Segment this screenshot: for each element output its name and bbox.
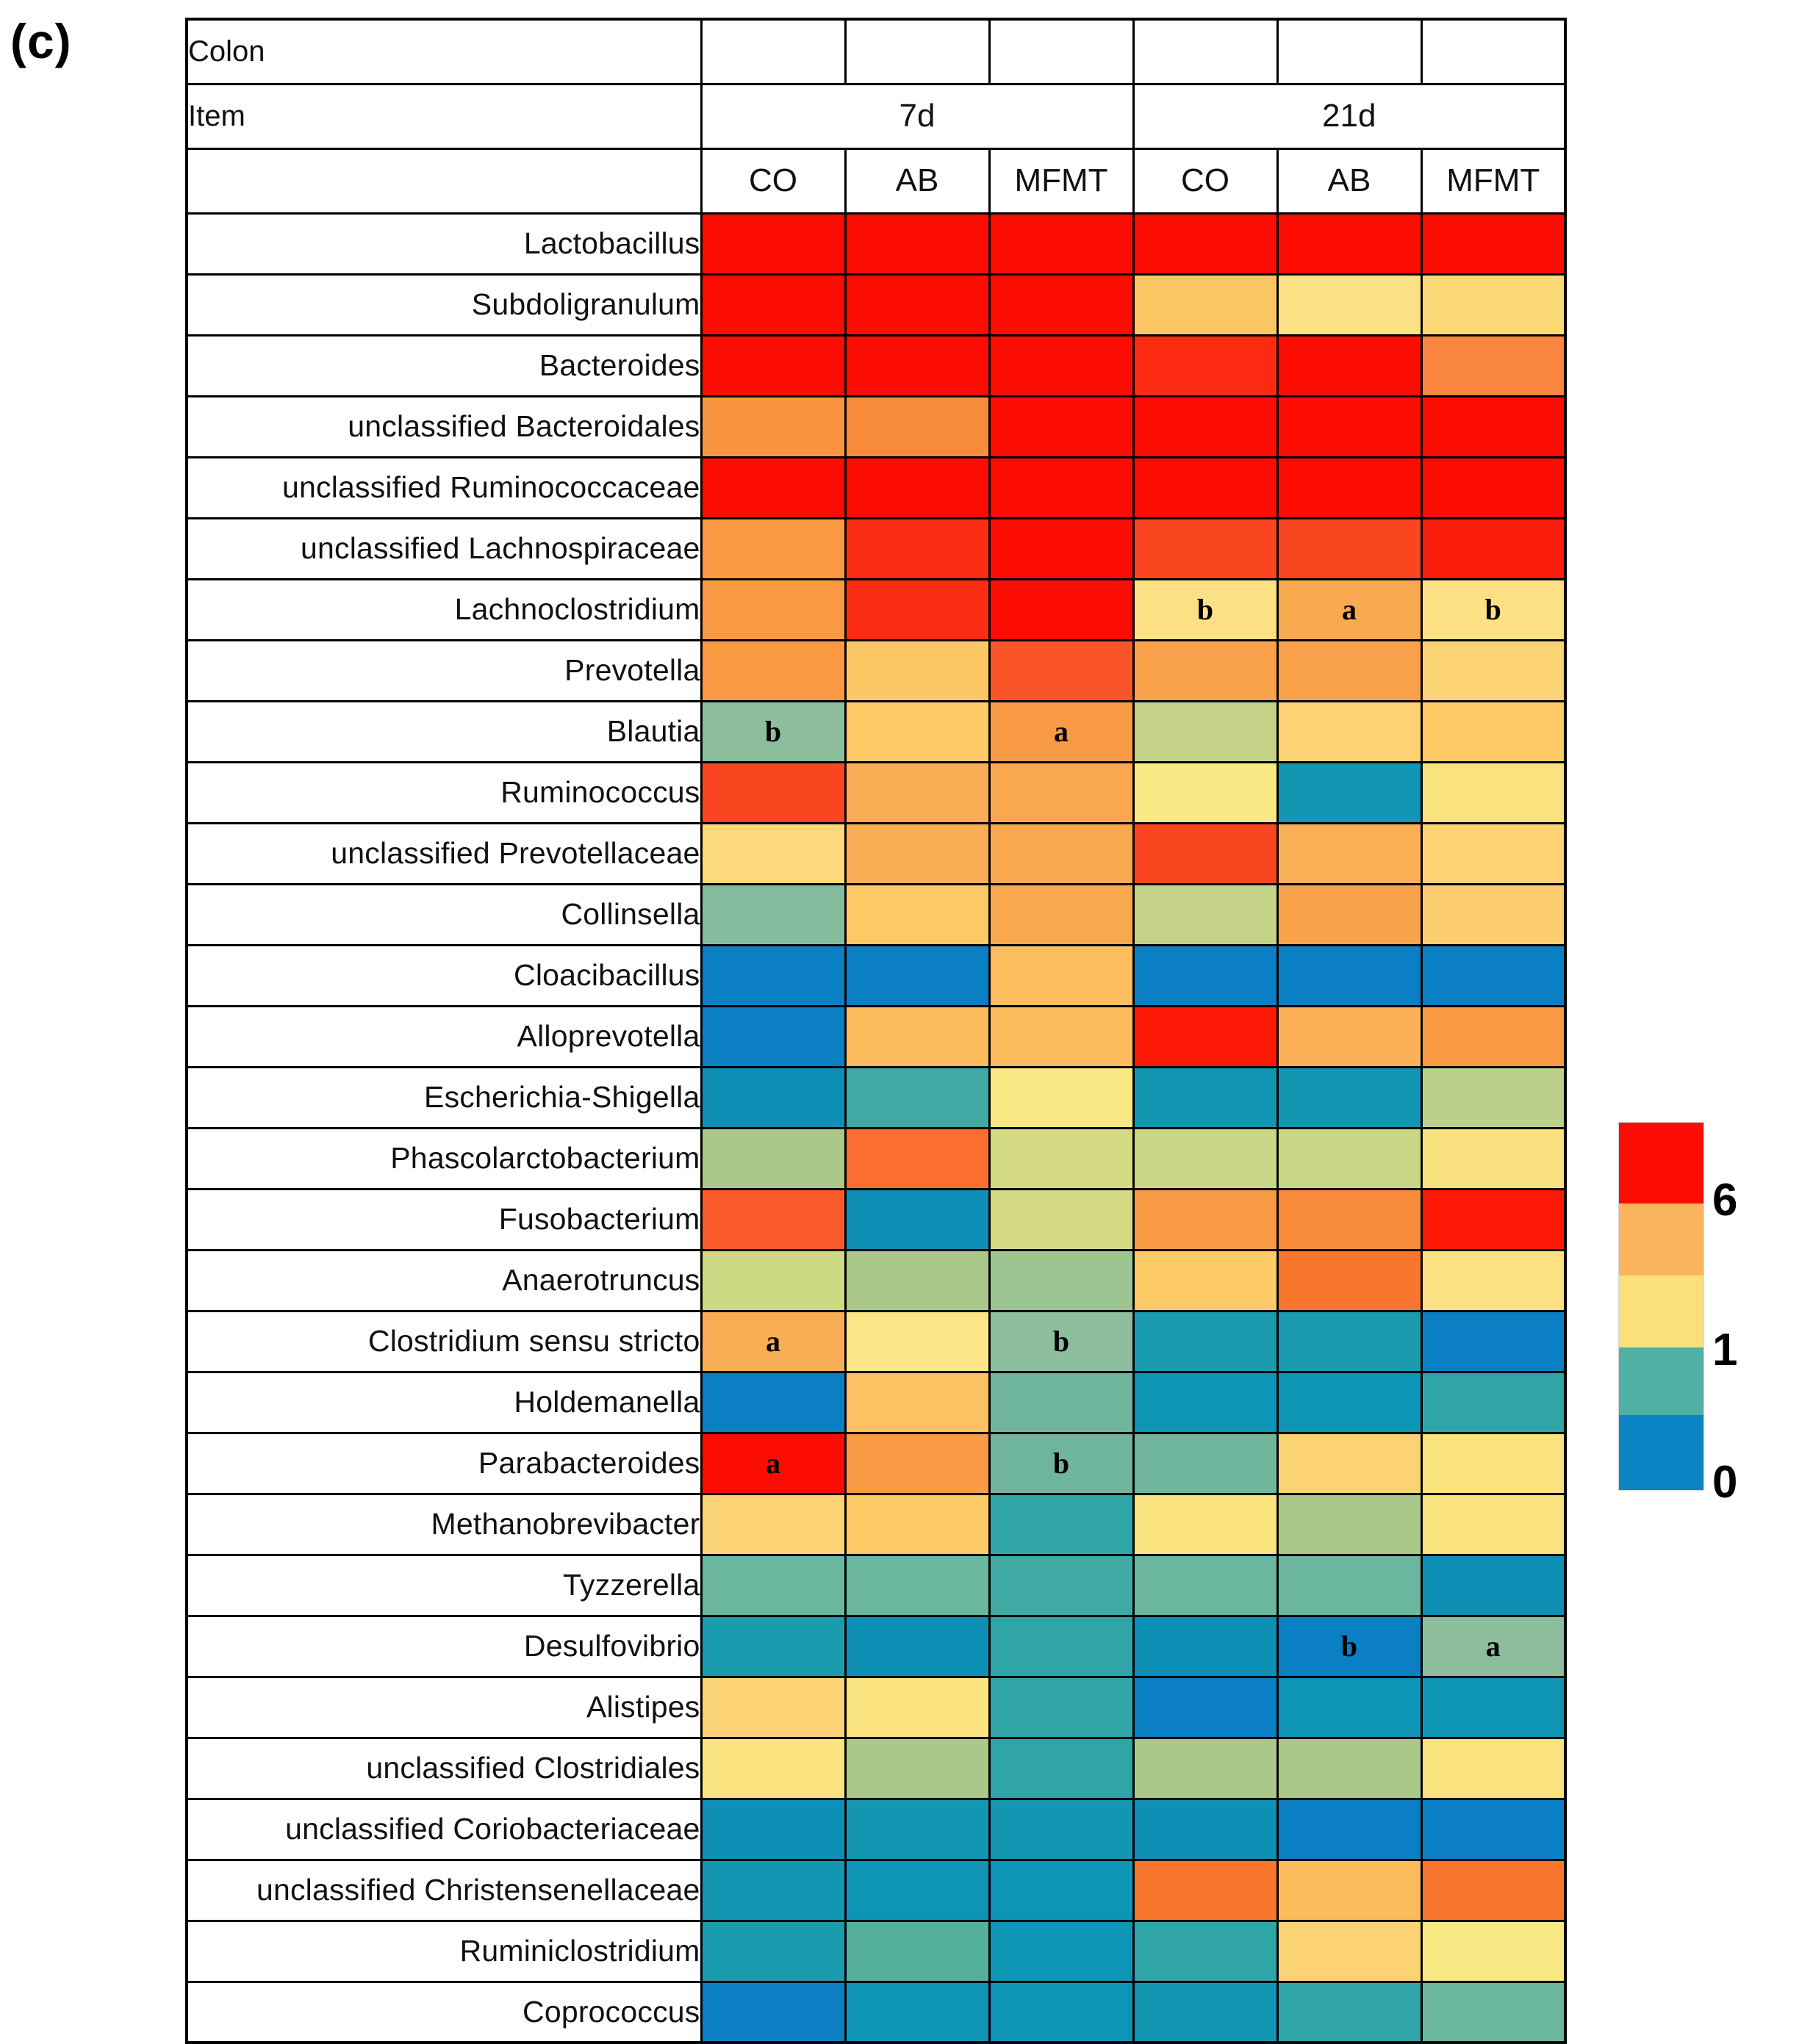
heatmap-cell bbox=[701, 1189, 845, 1250]
row-label: unclassified Bacteroidales bbox=[187, 396, 701, 457]
heatmap-cell bbox=[845, 762, 989, 823]
row-label: Blautia bbox=[187, 701, 701, 762]
row-label: Fusobacterium bbox=[187, 1189, 701, 1250]
heatmap-cell bbox=[1277, 1128, 1421, 1189]
heatmap-cell bbox=[989, 640, 1133, 701]
heatmap-cell bbox=[989, 335, 1133, 396]
heatmap-cell bbox=[845, 701, 989, 762]
heatmap-cell bbox=[701, 335, 845, 396]
table-row bbox=[187, 213, 1565, 274]
column-header-21d-ab: AB bbox=[1277, 148, 1421, 213]
row-label: Bacteroides bbox=[187, 335, 701, 396]
row-label: Desulfovibrio bbox=[187, 1616, 701, 1677]
heatmap-cell bbox=[845, 1860, 989, 1921]
heatmap-cell bbox=[701, 1555, 845, 1616]
heatmap-body bbox=[187, 213, 1565, 2043]
row-label: Cloacibacillus bbox=[187, 945, 701, 1006]
legend-tick-6: 6 bbox=[1712, 1175, 1738, 1226]
column-header-21d-mfmt: MFMT bbox=[1421, 148, 1565, 213]
heatmap-cell bbox=[1133, 1311, 1277, 1372]
heatmap-cell bbox=[845, 335, 989, 396]
heatmap-cell bbox=[989, 1982, 1133, 2043]
heatmap-cell bbox=[845, 1250, 989, 1311]
heatmap-cell bbox=[701, 884, 845, 945]
table-row bbox=[187, 1494, 1565, 1555]
table-row bbox=[187, 1128, 1565, 1189]
heatmap-cell bbox=[1421, 335, 1565, 396]
heatmap-cell bbox=[1133, 823, 1277, 884]
heatmap-cell bbox=[1421, 1311, 1565, 1372]
heatmap-cell bbox=[701, 1982, 845, 2043]
heatmap-cell: b bbox=[989, 1311, 1133, 1372]
heatmap-cell bbox=[1277, 335, 1421, 396]
heatmap-cell bbox=[1133, 1006, 1277, 1067]
row-label: Lactobacillus bbox=[187, 213, 701, 274]
heatmap-cell bbox=[701, 274, 845, 335]
heatmap-cell bbox=[989, 1616, 1133, 1677]
group-header-21d: 21d bbox=[1133, 84, 1565, 148]
column-header-7d-mfmt: MFMT bbox=[989, 148, 1133, 213]
row-label: Alistipes bbox=[187, 1677, 701, 1738]
header-blank-cell-6 bbox=[1421, 19, 1565, 84]
heatmap-cell bbox=[1421, 396, 1565, 457]
heatmap-cell bbox=[1277, 1372, 1421, 1433]
heatmap-cell bbox=[845, 945, 989, 1006]
heatmap-cell: b bbox=[989, 1433, 1133, 1494]
heatmap-cell bbox=[1133, 396, 1277, 457]
row-label: Clostridium sensu stricto bbox=[187, 1311, 701, 1372]
heatmap-cell bbox=[1133, 1860, 1277, 1921]
heatmap-cell bbox=[1133, 518, 1277, 579]
heatmap-cell bbox=[1133, 335, 1277, 396]
row-label: Tyzzerella bbox=[187, 1555, 701, 1616]
table-row bbox=[187, 1189, 1565, 1250]
table-row bbox=[187, 1372, 1565, 1433]
header-row-treatments bbox=[187, 148, 1565, 213]
row-label: unclassified Lachnospiraceae bbox=[187, 518, 701, 579]
heatmap-table bbox=[185, 18, 1567, 2044]
heatmap-cell bbox=[845, 518, 989, 579]
legend-tick-0: 0 bbox=[1712, 1457, 1738, 1508]
row-label: Escherichia-Shigella bbox=[187, 1067, 701, 1128]
heatmap-cell bbox=[989, 823, 1133, 884]
heatmap-cell bbox=[845, 1189, 989, 1250]
row-label: Coprococcus bbox=[187, 1982, 701, 2043]
heatmap-cell bbox=[701, 823, 845, 884]
table-row bbox=[187, 1555, 1565, 1616]
heatmap-cell: b bbox=[1421, 579, 1565, 640]
heatmap-cell: b bbox=[1277, 1616, 1421, 1677]
heatmap-cell bbox=[989, 1799, 1133, 1860]
heatmap-cell bbox=[1277, 762, 1421, 823]
heatmap-cell bbox=[1277, 884, 1421, 945]
table-row bbox=[187, 1860, 1565, 1921]
heatmap-cell bbox=[989, 1677, 1133, 1738]
heatmap-cell bbox=[845, 213, 989, 274]
header-blank-cell-1 bbox=[701, 19, 845, 84]
heatmap-cell bbox=[1421, 1982, 1565, 2043]
row-label: Lachnoclostridium bbox=[187, 579, 701, 640]
table-row bbox=[187, 1067, 1565, 1128]
heatmap-cell bbox=[1421, 1738, 1565, 1799]
heatmap-cell bbox=[1421, 1433, 1565, 1494]
heatmap-cell bbox=[989, 1006, 1133, 1067]
row-label: Subdoligranulum bbox=[187, 274, 701, 335]
heatmap-cell: a bbox=[701, 1311, 845, 1372]
heatmap-cell bbox=[989, 1372, 1133, 1433]
heatmap-cell bbox=[701, 762, 845, 823]
table-row bbox=[187, 579, 1565, 640]
heatmap-cell bbox=[1133, 640, 1277, 701]
heatmap-cell bbox=[1421, 457, 1565, 518]
heatmap-cell bbox=[989, 1921, 1133, 1982]
row-label: Anaerotruncus bbox=[187, 1250, 701, 1311]
heatmap-cell bbox=[845, 1677, 989, 1738]
legend-band-1 bbox=[1619, 1203, 1703, 1275]
heatmap-cell bbox=[701, 1067, 845, 1128]
heatmap-cell bbox=[1421, 945, 1565, 1006]
heatmap-cell bbox=[1277, 640, 1421, 701]
legend-band-2 bbox=[1619, 1275, 1703, 1347]
table-row bbox=[187, 335, 1565, 396]
heatmap-cell bbox=[1133, 213, 1277, 274]
heatmap-cell bbox=[1421, 1555, 1565, 1616]
heatmap-cell bbox=[1277, 1555, 1421, 1616]
heatmap-cell bbox=[845, 1311, 989, 1372]
heatmap-cell bbox=[989, 457, 1133, 518]
heatmap-cell bbox=[701, 1128, 845, 1189]
heatmap-cell bbox=[1421, 823, 1565, 884]
heatmap-cell bbox=[1421, 1494, 1565, 1555]
table-row bbox=[187, 396, 1565, 457]
heatmap-cell bbox=[845, 1921, 989, 1982]
heatmap-cell bbox=[989, 1494, 1133, 1555]
heatmap-cell bbox=[701, 518, 845, 579]
heatmap-cell bbox=[1277, 1006, 1421, 1067]
heatmap-cell bbox=[1277, 396, 1421, 457]
heatmap-cell bbox=[1277, 945, 1421, 1006]
heatmap-cell bbox=[989, 1860, 1133, 1921]
heatmap-cell bbox=[1277, 1982, 1421, 2043]
table-row bbox=[187, 1921, 1565, 1982]
row-label: Parabacteroides bbox=[187, 1433, 701, 1494]
heatmap-cell bbox=[1133, 1555, 1277, 1616]
heatmap-cell bbox=[1277, 1738, 1421, 1799]
table-row bbox=[187, 1311, 1565, 1372]
row-label: unclassified Christensenellaceae bbox=[187, 1860, 701, 1921]
heatmap-cell bbox=[989, 579, 1133, 640]
heatmap-cell bbox=[1277, 1921, 1421, 1982]
table-row bbox=[187, 1799, 1565, 1860]
row-label: Ruminiclostridium bbox=[187, 1921, 701, 1982]
heatmap-cell bbox=[701, 640, 845, 701]
row-label: Collinsella bbox=[187, 884, 701, 945]
table-row bbox=[187, 823, 1565, 884]
tissue-label: Colon bbox=[187, 19, 701, 84]
heatmap-cell bbox=[1277, 1189, 1421, 1250]
heatmap-cell bbox=[1133, 1982, 1277, 2043]
heatmap-cell bbox=[701, 1799, 845, 1860]
heatmap-cell bbox=[1421, 1189, 1565, 1250]
table-row bbox=[187, 1006, 1565, 1067]
row-label: unclassified Clostridiales bbox=[187, 1738, 701, 1799]
legend-band-3 bbox=[1619, 1347, 1703, 1415]
heatmap-cell bbox=[1421, 1860, 1565, 1921]
heatmap-cell bbox=[1277, 1311, 1421, 1372]
row-label: Phascolarctobacterium bbox=[187, 1128, 701, 1189]
heatmap-cell: b bbox=[701, 701, 845, 762]
table-row bbox=[187, 1982, 1565, 2043]
table-row bbox=[187, 701, 1565, 762]
heatmap-cell bbox=[989, 1738, 1133, 1799]
heatmap-cell bbox=[1133, 1738, 1277, 1799]
header-row-tissue bbox=[187, 19, 1565, 84]
table-row bbox=[187, 1677, 1565, 1738]
heatmap-cell bbox=[989, 1067, 1133, 1128]
legend-band-0 bbox=[1619, 1123, 1703, 1203]
heatmap-cell bbox=[845, 1494, 989, 1555]
heatmap-cell bbox=[1277, 1433, 1421, 1494]
heatmap-cell bbox=[845, 396, 989, 457]
heatmap-cell bbox=[1421, 762, 1565, 823]
heatmap-cell bbox=[845, 640, 989, 701]
heatmap-cell bbox=[1421, 1372, 1565, 1433]
heatmap-cell bbox=[701, 1372, 845, 1433]
heatmap-cell bbox=[989, 396, 1133, 457]
heatmap-cell: a bbox=[989, 701, 1133, 762]
heatmap-cell bbox=[1133, 762, 1277, 823]
header-row-groups bbox=[187, 84, 1565, 148]
heatmap-cell bbox=[1277, 1860, 1421, 1921]
heatmap-cell bbox=[701, 579, 845, 640]
legend-band-4 bbox=[1619, 1415, 1703, 1490]
heatmap-cell bbox=[1421, 1006, 1565, 1067]
heatmap-cell bbox=[845, 1067, 989, 1128]
heatmap-cell bbox=[989, 213, 1133, 274]
heatmap-cell bbox=[989, 1128, 1133, 1189]
group-header-7d: 7d bbox=[701, 84, 1133, 148]
heatmap-cell bbox=[1277, 518, 1421, 579]
row-label: Holdemanella bbox=[187, 1372, 701, 1433]
heatmap-cell bbox=[989, 945, 1133, 1006]
heatmap-cell bbox=[1421, 1250, 1565, 1311]
heatmap-cell bbox=[845, 1372, 989, 1433]
heatmap-cell bbox=[1421, 274, 1565, 335]
heatmap-cell bbox=[1133, 1921, 1277, 1982]
table-row bbox=[187, 1250, 1565, 1311]
heatmap-cell bbox=[1277, 1799, 1421, 1860]
heatmap-cell bbox=[1133, 945, 1277, 1006]
heatmap-cell bbox=[701, 1006, 845, 1067]
heatmap-cell bbox=[1133, 1372, 1277, 1433]
heatmap-cell bbox=[701, 1860, 845, 1921]
heatmap-cell bbox=[845, 274, 989, 335]
heatmap-cell bbox=[1421, 640, 1565, 701]
heatmap-cell bbox=[1133, 1494, 1277, 1555]
table-row bbox=[187, 457, 1565, 518]
heatmap-cell bbox=[1133, 1433, 1277, 1494]
table-row bbox=[187, 274, 1565, 335]
heatmap-cell bbox=[1277, 274, 1421, 335]
heatmap-cell bbox=[1133, 1250, 1277, 1311]
heatmap-cell bbox=[1277, 701, 1421, 762]
heatmap-cell bbox=[701, 1921, 845, 1982]
panel-label: (c) bbox=[10, 14, 72, 68]
heatmap-cell bbox=[1421, 1677, 1565, 1738]
row-label: unclassified Prevotellaceae bbox=[187, 823, 701, 884]
heatmap-cell bbox=[1133, 1067, 1277, 1128]
heatmap-cell bbox=[989, 884, 1133, 945]
heatmap-cell bbox=[701, 457, 845, 518]
heatmap-cell bbox=[989, 518, 1133, 579]
heatmap-cell bbox=[845, 1799, 989, 1860]
heatmap-cell bbox=[701, 1494, 845, 1555]
heatmap-cell bbox=[1277, 1250, 1421, 1311]
legend-colorbar bbox=[1618, 1122, 1704, 1491]
heatmap-cell bbox=[1133, 1799, 1277, 1860]
heatmap-cell bbox=[701, 1738, 845, 1799]
column-header-21d-co: CO bbox=[1133, 148, 1277, 213]
column-header-7d-ab: AB bbox=[845, 148, 989, 213]
heatmap-cell bbox=[1277, 1677, 1421, 1738]
header-blank-cell-3 bbox=[989, 19, 1133, 84]
heatmap-cell bbox=[989, 274, 1133, 335]
header-blank-cell-2 bbox=[845, 19, 989, 84]
heatmap-cell bbox=[1277, 213, 1421, 274]
heatmap-cell bbox=[1421, 213, 1565, 274]
heatmap-cell: b bbox=[1133, 579, 1277, 640]
heatmap-cell bbox=[1133, 1128, 1277, 1189]
heatmap-cell: a bbox=[1421, 1616, 1565, 1677]
row-label: Alloprevotella bbox=[187, 1006, 701, 1067]
heatmap-cell bbox=[845, 1616, 989, 1677]
heatmap-cell bbox=[1421, 884, 1565, 945]
row-label: Prevotella bbox=[187, 640, 701, 701]
heatmap-cell bbox=[845, 884, 989, 945]
heatmap-cell bbox=[1133, 274, 1277, 335]
heatmap-cell bbox=[1421, 518, 1565, 579]
heatmap-cell bbox=[1133, 1616, 1277, 1677]
legend-tick-1: 1 bbox=[1712, 1325, 1738, 1375]
table-row bbox=[187, 1433, 1565, 1494]
table-row bbox=[187, 1616, 1565, 1677]
heatmap-cell bbox=[845, 1128, 989, 1189]
heatmap-cell bbox=[845, 1982, 989, 2043]
table-row bbox=[187, 884, 1565, 945]
heatmap-cell bbox=[845, 457, 989, 518]
heatmap-cell bbox=[1133, 701, 1277, 762]
heatmap-cell bbox=[701, 396, 845, 457]
heatmap-cell bbox=[845, 1433, 989, 1494]
heatmap-cell bbox=[845, 1738, 989, 1799]
heatmap-cell bbox=[701, 1677, 845, 1738]
heatmap-cell bbox=[989, 1250, 1133, 1311]
heatmap-cell bbox=[1421, 701, 1565, 762]
heatmap-cell bbox=[845, 1006, 989, 1067]
table-row bbox=[187, 640, 1565, 701]
heatmap-cell bbox=[701, 945, 845, 1006]
heatmap-cell bbox=[989, 762, 1133, 823]
row-label: Methanobrevibacter bbox=[187, 1494, 701, 1555]
heatmap-cell bbox=[1277, 1067, 1421, 1128]
heatmap-cell bbox=[1421, 1067, 1565, 1128]
heatmap-cell bbox=[1133, 1189, 1277, 1250]
heatmap-cell bbox=[1277, 1494, 1421, 1555]
table-row bbox=[187, 1738, 1565, 1799]
table-row bbox=[187, 518, 1565, 579]
heatmap-cell: a bbox=[701, 1433, 845, 1494]
heatmap-cell bbox=[1133, 1677, 1277, 1738]
heatmap-cell bbox=[845, 1555, 989, 1616]
table-row bbox=[187, 762, 1565, 823]
heatmap-cell bbox=[1277, 457, 1421, 518]
row-label: unclassified Ruminococcaceae bbox=[187, 457, 701, 518]
row-label-header bbox=[187, 148, 701, 213]
heatmap-cell bbox=[1421, 1921, 1565, 1982]
heatmap-cell bbox=[1421, 1799, 1565, 1860]
row-label: unclassified Coriobacteriaceae bbox=[187, 1799, 701, 1860]
item-label: Item bbox=[187, 84, 701, 148]
heatmap-cell bbox=[989, 1189, 1133, 1250]
heatmap-cell bbox=[701, 213, 845, 274]
table-header bbox=[187, 19, 1565, 213]
heatmap-cell bbox=[1421, 1128, 1565, 1189]
header-blank-cell-5 bbox=[1277, 19, 1421, 84]
row-label: Ruminococcus bbox=[187, 762, 701, 823]
heatmap-table-container bbox=[185, 18, 1565, 2044]
heatmap-cell bbox=[1133, 884, 1277, 945]
heatmap-cell bbox=[989, 1555, 1133, 1616]
heatmap-cell bbox=[1277, 823, 1421, 884]
heatmap-cell bbox=[1133, 457, 1277, 518]
heatmap-cell: a bbox=[1277, 579, 1421, 640]
heatmap-cell bbox=[701, 1250, 845, 1311]
column-header-7d-co: CO bbox=[701, 148, 845, 213]
table-row bbox=[187, 945, 1565, 1006]
header-blank-cell-4 bbox=[1133, 19, 1277, 84]
heatmap-cell bbox=[845, 579, 989, 640]
heatmap-cell bbox=[845, 823, 989, 884]
heatmap-cell bbox=[701, 1616, 845, 1677]
